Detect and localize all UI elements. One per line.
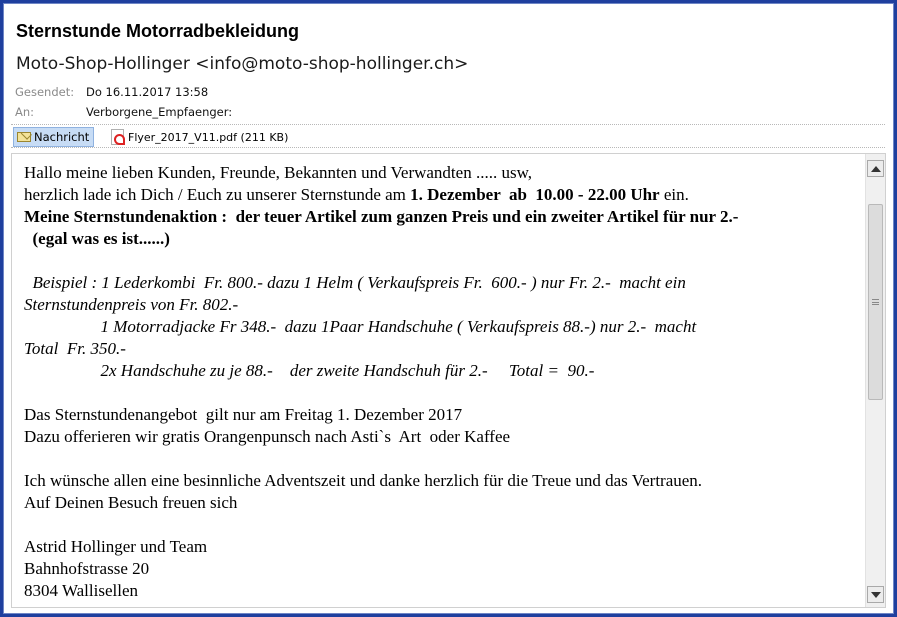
body-line: (egal was es ist......) [24,229,170,248]
sent-value: Do 16.11.2017 13:58 [86,85,209,99]
blank-line [24,250,864,272]
attachment-file-label: Flyer_2017_V11.pdf (211 KB) [128,130,289,144]
body-line: Sternstundenpreis von Fr. 802.- [24,295,239,314]
blank-line [24,514,864,536]
email-subject: Sternstunde Motorradbekleidung [16,21,300,41]
body-date-highlight: 1. Dezember ab 10.00 - 22.00 Uhr [410,185,660,204]
body-line: Das Sternstundenangebot gilt nur am Freitag 1. Dezember 2017 [24,405,463,424]
attachment-bar [11,124,885,148]
body-line [24,184,864,206]
body-line: Bahnhofstrasse 20 [24,559,150,578]
message-body[interactable] [11,153,886,608]
message-tab-label: Nachricht [34,130,90,144]
scroll-up-arrow-icon [871,166,881,172]
body-line: Ich wünsche allen eine besinnliche Adventszeit und danke herzlich für die Treue und das Vertrauen. [24,471,703,490]
body-line: 8304 Wallisellen [24,581,138,600]
body-line: Dazu offerieren wir gratis Orangenpunsch nach Asti`s Art oder Kaffee [24,427,511,446]
email-sender[interactable]: Moto-Shop-Hollinger <info@moto-shop-hollinger.ch> [16,54,469,74]
blank-line [24,382,864,404]
body-line: Total Fr. 350.- [24,339,126,358]
body-line: Beispiel : 1 Lederkombi Fr. 800.- dazu 1 Helm ( Verkaufspreis Fr. 600.- ) nur Fr. 2.- macht ein [24,273,686,292]
body-line: Astrid Hollinger und Team [24,537,208,556]
scroll-down-button[interactable] [867,586,884,603]
envelope-icon [17,132,31,142]
to-value[interactable]: Verborgene_Empfaenger: [86,105,233,119]
body-line: 2x Handschuhe zu je 88.- der zweite Handschuh für 2.- Total = 90.- [24,361,595,380]
pdf-file-icon [111,129,124,145]
scroll-thumb[interactable] [868,204,883,400]
body-text: herzlich lade ich Dich / Euch zu unserer Sternstunde am [24,185,411,204]
scroll-up-button[interactable] [867,160,884,177]
sent-label: Gesendet: [15,85,75,99]
body-text: ein. [659,185,689,204]
body-line: 1 Motorradjacke Fr 348.- dazu 1Paar Handschuhe ( Verkaufspreis 88.-) nur 2.- macht [24,317,697,336]
attachment-file[interactable] [111,128,288,146]
body-line: Auf Deinen Besuch freuen sich [24,493,238,512]
blank-line [24,448,864,470]
message-tab[interactable] [13,127,94,147]
body-line: Meine Sternstundenaktion : der teuer Artikel zum ganzen Preis und ein zweiter Artikel für nur 2.- [24,207,739,226]
body-line: Hallo meine lieben Kunden, Freunde, Bekannten und Verwandten ..... usw, [24,163,532,182]
message-body-text [24,162,864,602]
email-window [3,3,894,614]
vertical-scrollbar[interactable] [865,154,885,607]
to-label: An: [15,105,35,119]
grip-icon [872,299,879,305]
scroll-down-arrow-icon [871,592,881,598]
